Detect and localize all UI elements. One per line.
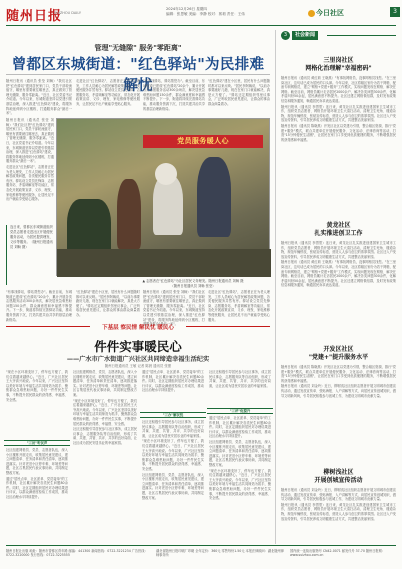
masthead-info <box>166 7 245 17</box>
lead-lower-col-1: "有事找驿站，驿站帮您办"。截至目前，东城街道已建成"红色驿站"20余个，累计开展各类志愿服务活动300余场次，解决居民急难愁盼问题150余件，群众满意度和幸福感不断提升。下一步，街道将持续完善驿站功能，推动服务资源下沉，打造共建共治共享的基层治理新格局。 <box>6 290 72 322</box>
lead-body-col-3: "有事找驿站，驿站帮您办"。截至目前，东城街道已建成"红色驿站"20余个，累计开展各类志愿服务活动300余场次，解决居民急难愁盼问题150余件，群众满意度和幸福感不断提升。下一步，街道将持续完善驿站功能，推动服务资源下沉，打造共建共治共享的基层治理新格局。 <box>143 79 205 111</box>
issue-date: 2024年12月26日 星期四 <box>166 7 207 11</box>
second-byline: 随州日报通讯员 王敏 记者 陈晨 通讯员 张蕾 <box>104 364 172 368</box>
page-number: 3 <box>390 7 400 17</box>
masthead <box>6 4 396 26</box>
right-story-1-title: 三里岗社区 网格化治理解"幸福密码" <box>305 57 372 72</box>
headline-rule <box>6 74 270 75</box>
photo-caption: ▲ 志愿者在"红色驿站"为社区居民义务理发。随州日报通讯员 刘畅 摄 （随州日报通讯员 刘畅 张莹） <box>142 279 244 288</box>
lead-lower-col-4: 走进社区"红色驿站"，志愿者正在为老人理发，工作人员耐心为居民解答政策问题，各类便民服务井然有序。驿站设立党员先锋岗、志愿服务站、矛盾调解室等功能区，常态化开展政策宣讲、义诊、理发、家电维修等便民服务，让居民足不出户就能享受贴心服务。 <box>208 290 270 322</box>
lead-kicker: 管理"无缝隙" 服务"零距离" <box>94 44 182 52</box>
lead-body-col-1: 随州日报讯（通讯员 张莹 刘畅）"我们社区把"红色驿站"建到居民家门口，党员干部轮流值守，哪里有需要就往哪里去，真正做到了管理无缝隙、服务零距离。"近日，社区党委书记介绍道。今年以来，东城街道坚持以党建引领基层治理，深入推进"红色驿站"建设，将服务阵地延伸到小区楼栋，打通服务群众"最后一米"。 <box>6 79 72 116</box>
right-story-4-title: 柳树浅社区 开展创城宣传活动 <box>314 469 363 484</box>
section-tag <box>281 30 396 41</box>
photo-figure-barber <box>197 157 231 237</box>
photo-figure-bystander <box>117 179 141 249</box>
footer-printing: 湖北省随州日报印刷厂印刷 全年定价：360元 零售每份1.50元 本报法律顾问：湖北随州律师事务所 <box>156 549 284 558</box>
second-col-1a: "现在小区环境变好了，停车也方便了，我们住着越来越舒心。"近日，广兴社区居民王大爷高兴地说。今年以来，广兴社区坚持以美好环境与幸福生活共同缔造为抓手，聚焦群众急难愁盼问题，办好一件件民生实事，不断提升居民群众的获得感、幸福感、安全感。 <box>6 370 68 402</box>
right-story-1-body: 随州日报讯（通讯员 黄红莉 王晓燕）"有事找网格员，没事网格员找您。"在三里岗社区，这句话已成为居民的口头禅。今年以来，社区将辖区划分为若干网格，配备专职网格员，建立"网格+党建+服务"工作模式，实现问题发现在网格、解决在网格。截至目前，网格员累计走访居民2000余户，解决各类问题300余件，化解矛盾纠纷50余起，居民满意度不断提升。社区还建立网格微信群，及时发布政策信息和服务通知，畅通居民诉求表达渠道。 随州日报讯（通讯员 李思思）连日来，黄龙社区扎实推进创建国家卫生城市工作，组织党员志愿者、网格员开展环境卫生大清扫活动，清理卫生死角、楼道杂物，规范车辆停放，张贴宣传标语，营造人人参与创卫的浓厚氛围。社区还入户发放宣传资料，引导居民养成文明健康生活方式，共建整洁美丽家园。 随州日报讯（通讯员 陈晓燕）开发区社区以党建为引领，整合辖区资源，推行"党建+服务"模式，联合共建单位开展便民服务、文化活动、法律咨询等活动，打造"15分钟便民生活圈"，让居民在家门口享受到优质便捷的服务，不断增强居民的获得感和幸福感。 <box>281 76 396 142</box>
lead-body-col-side: 随州日报讯（通讯员 张莹 刘畅）"我们社区把"红色驿站"建到居民家门口，党员干部轮流值守，哪里有需要就往哪里去，真正做到了管理无缝隙、服务零距离。"近日，社区党委书记介绍道。今年以来，东城街道坚持以党建引领基层治理，深入推进"红色驿站"建设，将服务阵地延伸到小区楼栋，打通服务群众"最后一米"。 走进社区"红色驿站"，志愿者正在为老人理发，工作人员耐心为居民解答政策问题，各类便民服务井然有序。驿站设立党员先锋岗、志愿服务站、矛盾调解室等功能区，常态化开展政策宣讲、义诊、理发、家电维修等便民服务，让居民足不出户就能享受贴心服务。 <box>6 118 54 202</box>
newspaper-logo: 随州日报 <box>6 9 63 24</box>
second-headline: 件件实事暖民心 <box>94 339 182 354</box>
logo-subtitle: SUIZHOU DAILY <box>54 11 81 15</box>
lead-headline: 曾都区东城街道："红色驿站"为民排难解忧 <box>11 56 265 94</box>
second-col-1b: 社区组建网格员、党员、志愿者队伍，深入小区楼栋开展走访，收集居民意见建议，建立问题清单、任务清单和责任清单，逐项推进落实。针对老旧小区停车难、环境差等问题，社区召集居民代表议事协商，共同制定整改方案。 通过"居民点单、社区派单、党员接单"的工作机制，社区累计解决各类民生问题80余件。同时，社区定期组织居民对办理结果进行评议，以群众满意度检验工作成效，推动社区治理水平持续提升。 <box>6 448 68 499</box>
lead-body-col-2: 走进社区"红色驿站"，志愿者正在为老人理发，工作人员耐心为居民解答政策问题，各类便民服务井然有序。驿站设立党员先锋岗、志愿服务站、矛盾调解室等功能区，常态化开展政策宣讲、义诊、理发、家电维修等便民服务，让居民足不出户就能享受贴心服务。 <box>76 79 140 106</box>
second-col-3b: 社区还积极引导居民参与社区事务，成立居民议事会、志愿服务队等自治组织，形成了共谋、共建、共管、共评、共享的良好局面，让社区成为居民安居乐业的幸福家园。 "现在小区环境变好了，停车也方便了，我们住着越来越舒心。"近日，广兴社区居民王大爷高兴地说。今年以来，广兴社区坚持以美好环境与幸福生活共同缔造为抓手，聚焦群众急难愁盼问题，办好一件件民生实事，不断提升居民群众的获得感、幸福感、安全感。 社区组建网格员、党员、志愿者队伍，深入小区楼栋开展走访，收集居民意见建议，建立问题清单、任务清单和责任清单，逐项推进落实。针对老旧小区停车难、环境差等问题，社区召集居民代表议事协商，共同制定整改方案。 <box>142 420 204 500</box>
right-story-3-body: 随州日报讯（通讯员 陈晓燕）开发区社区以党建为引领，整合辖区资源，推行"党建+服务"模式，联合共建单位开展便民服务、文化活动、法律咨询等活动，打造"15分钟便民生活圈"，让居民在家门口享受到优质便捷的服务，不断增强居民的获得感和幸福感。 随州日报讯（通讯员 刘金玲）近日，柳树浅社区组织志愿者开展文明城市创建宣传活动，通过发放宣传单、张贴海报、入户讲解等方式，向居民宣传创城知识，倡导文明新风尚，引导居民积极参与创城工作，为建设文明城市贡献力量。 <box>281 365 396 398</box>
photo-side-caption: 连日来，曾都区东城街道组织党员志愿者走进社区开展便民服务活动，为居民提供理发、义诊等服务。（随州日报通讯员 刘畅 摄） <box>6 225 54 285</box>
subtag-3: "三评"促提升 <box>207 408 273 414</box>
divider-line-left <box>6 326 90 327</box>
photo-banner: 党员服务暖人心 <box>143 135 263 148</box>
footer-publisher: 随州日报社出版 地址：随州市曾都区青年路 邮编：441300 新闻热线：0722-3221234 广告热线：0722-3220000 发行热线：0722-3225555 <box>6 549 148 558</box>
right-story-3-title: 开发区社区 "党建+"提升服务水平 <box>308 346 369 361</box>
photo-figure-head <box>155 163 177 185</box>
lead-lower-col-3: 随州日报讯（通讯员 张莹 刘畅）"我们社区把"红色驿站"建到居民家门口，党员干部轮流值守，哪里有需要就往哪里去，真正做到了管理无缝隙、服务零距离。"近日，社区党委书记介绍道。今年以来，东城街道坚持以党建引领基层治理，深入推进"红色驿站"建设，将服务阵地延伸到小区楼栋，打通服务群众"最后一米"。 <box>143 290 205 327</box>
second-col-4a: 社区还积极引导居民参与社区事务，成立居民议事会、志愿服务队等自治组织，形成了共谋、共建、共管、共评、共享的良好局面，让社区成为居民安居乐业的幸福家园。 <box>209 370 271 388</box>
section-tag-number: 3 <box>281 31 290 40</box>
photo-ground <box>57 249 271 277</box>
right-story-4-body: 随州日报讯（通讯员 刘金玲）近日，柳树浅社区组织志愿者开展文明城市创建宣传活动，通过发放宣传单、张贴海报、入户讲解等方式，向居民宣传创城知识，倡导文明新风尚，引导居民积极参与创城工作，为建设文明城市贡献力量。 随州日报讯（通讯员 李思思）连日来，黄龙社区扎实推进创建国家卫生城市工作，组织党员志愿者、网格员开展环境卫生大清扫活动，清理卫生死角、楼道杂物，规范车辆停放，张贴宣传标语，营造人人参与创卫的浓厚氛围。社区还入户发放宣传资料，引导居民养成文明健康生活方式，共建整洁美丽家园。 <box>281 488 396 521</box>
section-brand: 今日社区 <box>308 8 344 18</box>
subtag-2: "三办"解民忧 <box>140 412 206 418</box>
section-label: 下基层 察民情 解民忧 暖民心 <box>102 325 174 331</box>
divider-line-right <box>186 326 270 327</box>
lead-lower-col-2: "红色驿站"建在小区里，居民有什么问题随时都可以来反映。"居民李阿姨说，"以前办事要跑好几趟，现在在家门口就能解决，真是太方便了。"驿站还定期组织邻里议事会，广泛听取居民意见建议，让群众的事由群众商量着办。 <box>76 290 140 317</box>
right-story-2-body: 随州日报讯（通讯员 李思思）连日来，黄龙社区扎实推进创建国家卫生城市工作，组织党员志愿者、网格员开展环境卫生大清扫活动，清理卫生死角、楼道杂物，规范车辆停放，张贴宣传标语，营造人人参与创卫的浓厚氛围。社区还入户发放宣传资料，引导居民养成文明健康生活方式，共建整洁美丽家园。 随州日报讯（通讯员 黄红莉 王晓燕）"有事找网格员，没事网格员找您。"在三里岗社区，这句话已成为居民的口头禅。今年以来，社区将辖区划分为若干网格，配备专职网格员，建立"网格+党建+服务"工作模式，实现问题发现在网格、解决在网格。截至目前，网格员累计走访居民2000余户，解决各类问题300余件，化解矛盾纠纷50余起，居民满意度不断提升。社区还建立网格微信群，及时发布政策信息和服务通知，畅通居民诉求表达渠道。 <box>281 241 396 288</box>
section-tag-label: 社会新闻 <box>292 31 318 40</box>
right-story-2-title: 黄龙社区 扎实推进创卫工作 <box>314 222 363 237</box>
brand-sun-icon <box>308 10 315 17</box>
second-col-2: 社区组建网格员、党员、志愿者队伍，深入小区楼栋开展走访，收集居民意见建议，建立问题清单、任务清单和责任清单，逐项推进落实。针对老旧小区停车难、环境差等问题，社区召集居民代表议事协商，共同制定整改方案。 "现在小区环境变好了，停车也方便了，我们住着越来越舒心。"近日，广兴社区居民王大爷高兴地说。今年以来，广兴社区坚持以美好环境与幸福生活共同缔造为抓手，聚焦群众急难愁盼问题，办好一件件民生实事，不断提升居民群众的获得感、幸福感、安全感。 社区还积极引导居民参与社区事务，成立居民议事会、志愿服务队等自治组织，形成了共谋、共建、共管、共评、共享的良好局面，让社区成为居民安居乐业的幸福家园。 <box>73 370 137 445</box>
second-subhead: ——广水市广水街道广兴社区共同缔造幸福生活纪实 <box>66 356 210 363</box>
footer-registration: 国内统一连续出版物号 CN42-0071 邮发代号 37-70 随州日报网：www.suizhou.com.cn <box>290 549 385 558</box>
editor-line: 编辑：张思敏 美编：李静 校对：郭莉 责任：王伟 <box>166 12 245 16</box>
page-footer <box>6 545 396 565</box>
subtag-1: "三访"听民声 <box>4 440 70 446</box>
second-col-3a: 通过"居民点单、社区派单、党员接单"的工作机制，社区累计解决各类民生问题80余件。同时，社区定期组织居民对办理结果进行评议，以群众满意度检验工作成效，推动社区治理水平持续提升。 <box>142 370 204 393</box>
lead-photo <box>56 118 270 276</box>
lead-body-col-4: "红色驿站"建在小区里，居民有什么问题随时都可以来反映。"居民李阿姨说，"以前办事要跑好几趟，现在在家门口就能解决，真是太方便了。"驿站还定期组织邻里议事会，广泛听取居民意见建议，让群众的事由群众商量着办。 <box>208 79 270 106</box>
section-divider <box>6 323 270 330</box>
column-separator <box>275 30 276 544</box>
second-col-4b: 通过"居民点单、社区派单、党员接单"的工作机制，社区累计解决各类民生问题80余件。同时，社区定期组织居民对办理结果进行评议，以群众满意度检验工作成效，推动社区治理水平持续提升。 社区组建网格员、党员、志愿者队伍，深入小区楼栋开展走访，收集居民意见建议，建立问题清单、任务清单和责任清单，逐项推进落实。针对老旧小区停车难、环境差等问题，社区召集居民代表议事协商，共同制定整改方案。 "现在小区环境变好了，停车也方便了，我们住着越来越舒心。"近日，广兴社区居民王大爷高兴地说。今年以来，广兴社区坚持以美好环境与幸福生活共同缔造为抓手，聚焦群众急难愁盼问题，办好一件件民生实事，不断提升居民群众的获得感、幸福感、安全感。 <box>209 416 271 501</box>
section-tag-line <box>327 35 396 36</box>
